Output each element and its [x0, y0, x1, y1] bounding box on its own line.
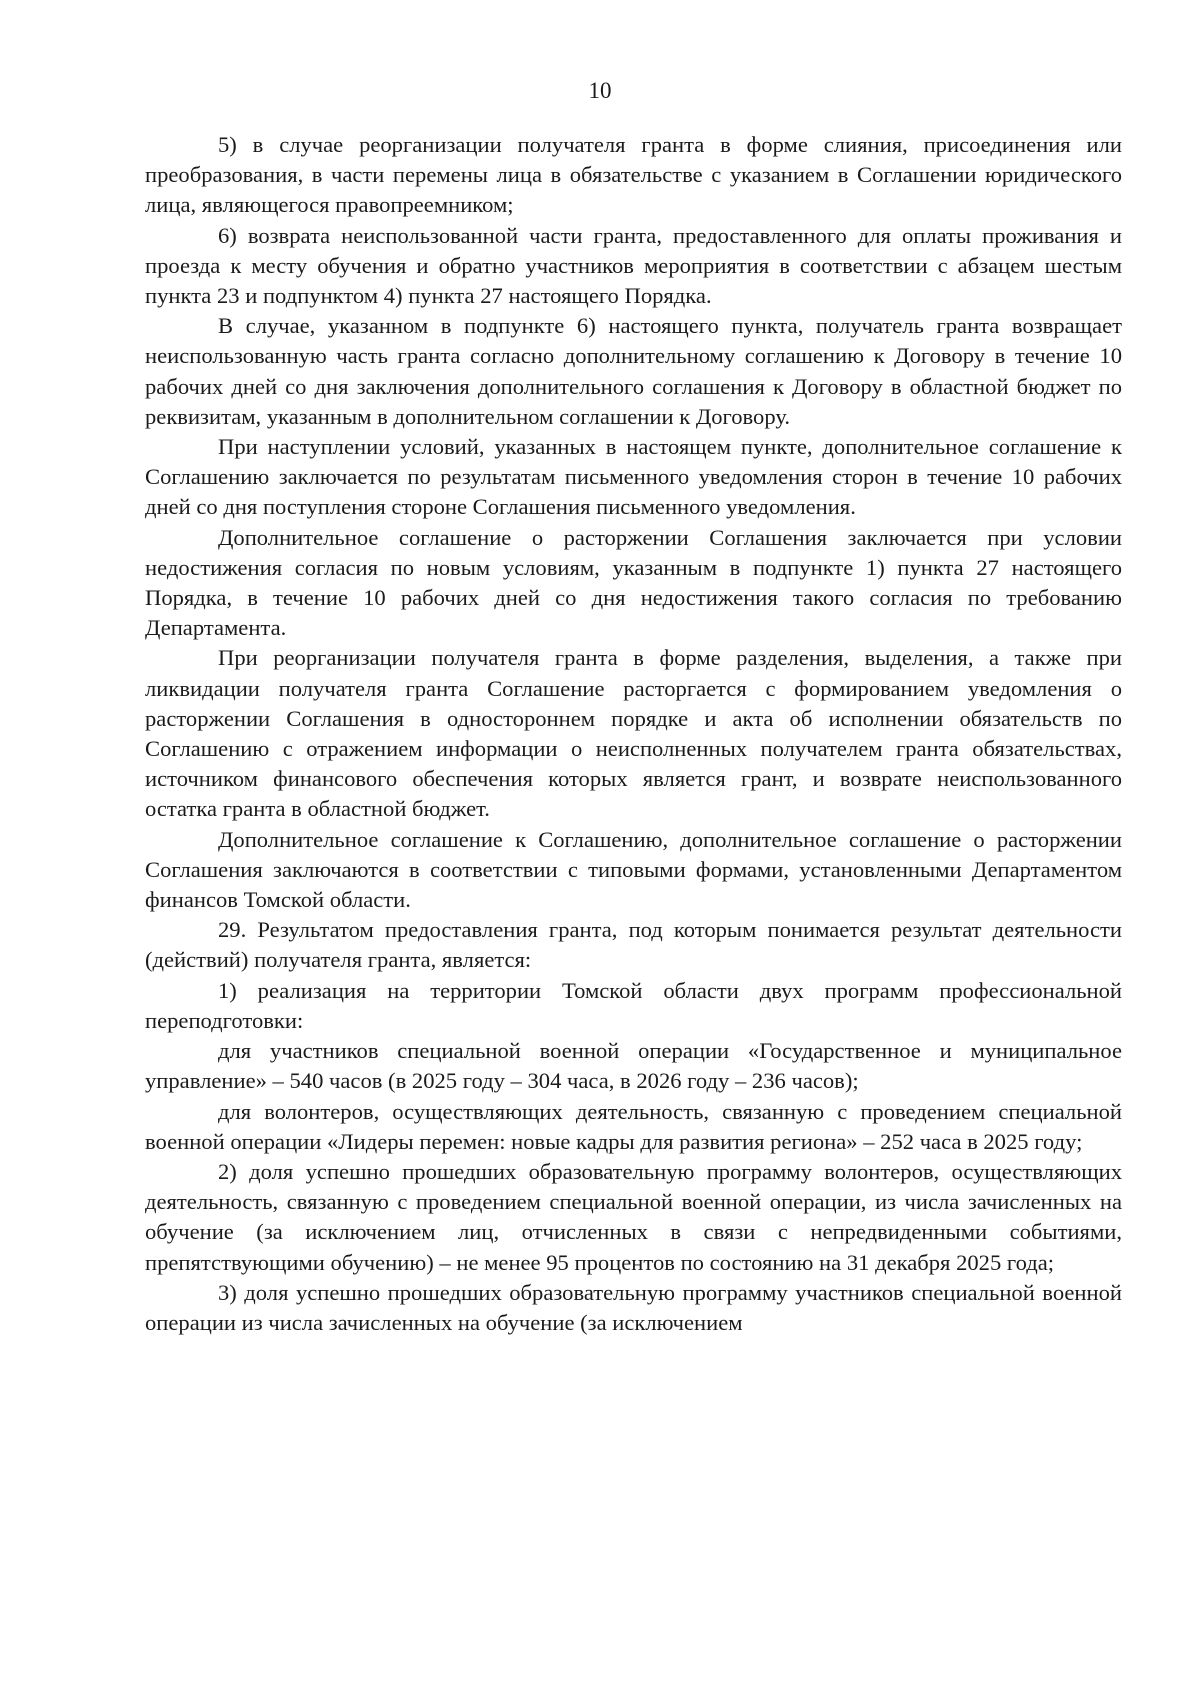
paragraph: для участников специальной военной операции «Государственное и муниципальное управление» – 540 часов (в 2025 году – 304 часа, в 2026 году – 236 часов); — [145, 1038, 1122, 1094]
paragraph: При наступлении условий, указанных в настоящем пункте, дополнительное соглашение к Соглашению заключается по результатам письменного уведомления сторон в течение 10 рабочих дней со дня поступления стороне Соглашения письменного уведомления. — [145, 434, 1122, 520]
paragraph: 1) реализация на территории Томской области двух программ профессиональной переподготовки: — [145, 977, 1122, 1033]
paragraph: 5) в случае реорганизации получателя гранта в форме слияния, присоединения или преобразования, в части перемены лица в обязательстве с указанием в Соглашении юридического лица, являющегося правопреемником; — [145, 132, 1122, 218]
paragraph: Дополнительное соглашение о расторжении Соглашения заключается при условии недостижения согласия по новым условиям, указанным в подпункте 1) пункта 27 настоящего Порядка, в течение 10 рабочих дней со дня недостижения такого согласия по требованию Департамента. — [145, 524, 1122, 641]
paragraph: В случае, указанном в подпункте 6) настоящего пункта, получатель гранта возвращает неиспользованную часть гранта согласно дополнительному соглашению к Договору в течение 10 рабочих дней со дня заключения дополнительного соглашения к Договору в областной бюджет по реквизитам, указанным в дополнительном соглашении к Договору. — [145, 313, 1122, 429]
document-body — [145, 130, 1122, 1338]
paragraph: 6) возврата неиспользованной части гранта, предоставленного для оплаты проживания и проезда к месту обучения и обратно участников мероприятия в соответствии с абзацем шестым пункта 23 и подпунктом 4) пункта 27 настоящего Порядка. — [145, 222, 1122, 309]
paragraph: При реорганизации получателя гранта в форме разделения, выделения, а также при ликвидации получателя гранта Соглашение расторгается с формированием уведомления о расторжении Соглашения в одностороннем порядке и акта об исполнении обязательств по Соглашению с отражением информации о неисполненных получателем гранта обязательствах, источником финансового обеспечения которых является грант, и возврате неиспользованного остатка гранта в областной бюджет. — [145, 645, 1122, 822]
paragraph: 2) доля успешно прошедших образовательную программу волонтеров, осуществляющих деятельность, связанную с проведением специальной военной операции, из числа зачисленных на обучение (за исключением лиц, отчисленных в связи с непредвиденными событиями, препятствующими обучению) – не менее 95 процентов по состоянию на 31 декабря 2025 года; — [145, 1158, 1122, 1275]
paragraph: 3) доля успешно прошедших образовательную программу участников специальной военной операции из числа зачисленных на обучение (за исключением — [145, 1279, 1122, 1335]
paragraph: 29. Результатом предоставления гранта, под которым понимается результат деятельности (действий) получателя гранта, является: — [145, 917, 1122, 973]
paragraph: для волонтеров, осуществляющих деятельность, связанную с проведением специальной военной операции «Лидеры перемен: новые кадры для развития региона» – 252 часа в 2025 году; — [145, 1098, 1122, 1154]
page-number: 10 — [588, 78, 612, 103]
paragraph: Дополнительное соглашение к Соглашению, дополнительное соглашение о расторжении Соглашения заключаются в соответствии с типовыми формами, установленными Департаментом финансов Томской области. — [145, 826, 1122, 913]
